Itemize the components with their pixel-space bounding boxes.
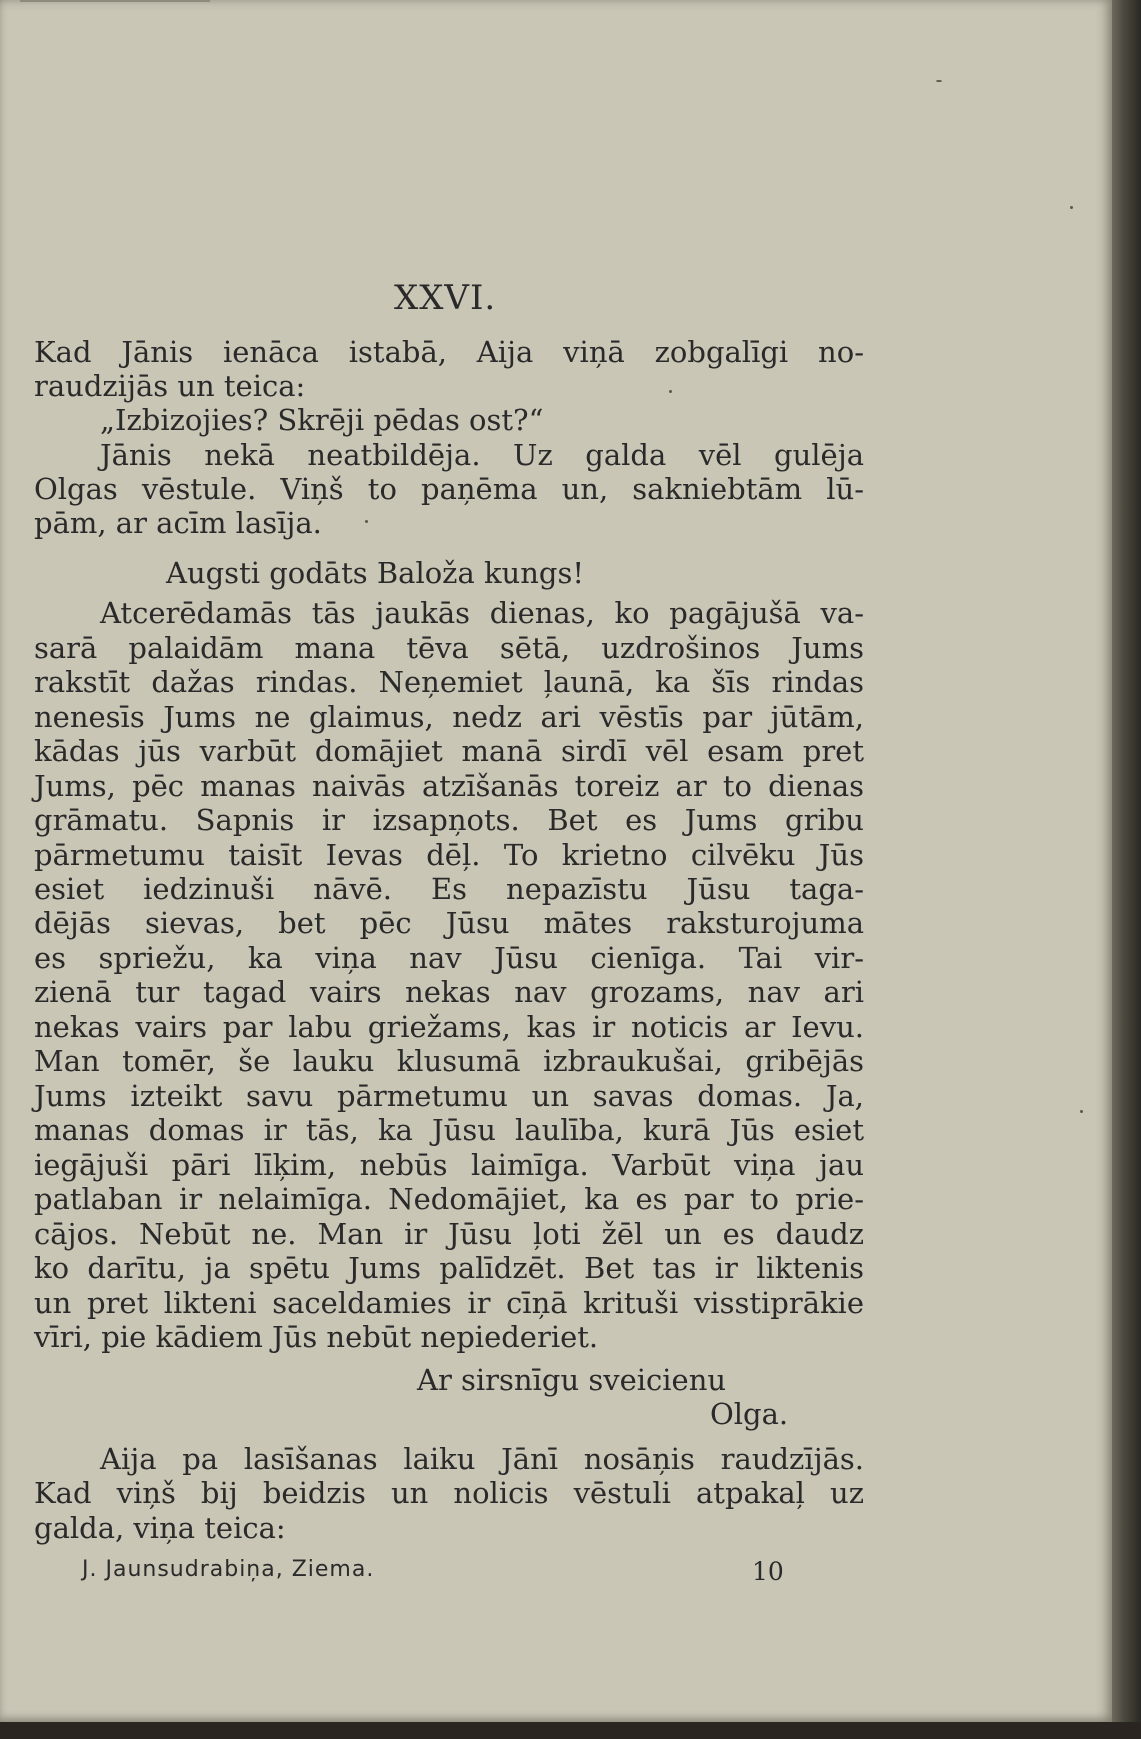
text-line: Olgas vēstule. Viņš to paņēma un, sakniebtām lū-: [34, 472, 864, 506]
paper-speck: [669, 390, 672, 393]
letter-line: pārmetumu taisīt Ievas dēļ. To krietno cilvēku Jūs: [34, 838, 864, 872]
text-line: Kad Jānis ienāca istabā, Aija viņā zobgalīgi no-: [34, 335, 864, 369]
letter-line: grāmatu. Sapnis ir izsapņots. Bet es Jums gribu: [34, 803, 864, 837]
paper-speck: [365, 520, 368, 523]
text-line: raudzijās un teica:: [34, 369, 306, 403]
paper-speck: [1070, 206, 1073, 209]
text-line: galda, viņa teica:: [34, 1511, 286, 1545]
letter-line: nekas vairs par labu griežams, kas ir noticis ar Ievu.: [34, 1010, 864, 1044]
letter-line: ko darītu, ja spētu Jums palīdzēt. Bet tas ir liktenis: [34, 1251, 864, 1285]
paper-speck: [1080, 1110, 1083, 1113]
text-line: pām, ar acīm lasīja.: [34, 506, 322, 540]
letter-line: esiet iedzinuši nāvē. Es nepazīstu Jūsu taga-: [34, 872, 864, 906]
text-line: Jānis nekā neatbildēja. Uz galda vēl gulēja: [100, 438, 864, 472]
footer-signature-mark: J. Jaunsudrabiņa, Ziema.: [82, 1557, 375, 1582]
text-line: Kad viņš bij beidzis un nolicis vēstuli atpakaļ uz: [34, 1476, 864, 1510]
letter-signature: Olga.: [710, 1397, 789, 1431]
letter-line: dējās sievas, bet pēc Jūsu mātes raksturojuma: [34, 906, 864, 940]
letter-line: zienā tur tagad vairs nekas nav grozams, nav ari: [34, 975, 864, 1009]
letter-line: es spriežu, ka viņa nav Jūsu cienīga. Tai vir-: [34, 941, 864, 975]
page-number: 10: [752, 1557, 784, 1586]
letter-line: Jums, pēc manas naivās atzīšanās toreiz ar to dienas: [34, 769, 864, 803]
letter-line: iegājuši pāri līķim, nebūs laimīga. Varbūt viņa jau: [34, 1148, 864, 1182]
book-bottom-edge: [0, 1722, 1141, 1739]
letter-greeting: Augsti godāts Baloža kungs!: [166, 556, 584, 590]
chapter-heading: XXVI.: [394, 278, 497, 318]
text-line: „Izbizojies? Skrēji pēdas ost?“: [100, 403, 544, 437]
text-line: Aija pa lasīšanas laiku Jānī nosāņis raudzījās.: [100, 1442, 864, 1476]
letter-line: rakstīt dažas rindas. Neņemiet ļaunā, ka šīs rindas: [34, 665, 864, 699]
letter-line: Jums izteikt savu pārmetumu un savas domas. Ja,: [34, 1079, 864, 1113]
top-rule: [20, 0, 210, 2]
letter-closing: Ar sirsnīgu sveicienu: [417, 1363, 727, 1397]
letter-line: manas domas ir tās, ka Jūsu laulība, kurā Jūs esiet: [34, 1113, 864, 1147]
letter-line: Atcerēdamās tās jaukās dienas, ko pagājušā va-: [100, 596, 864, 630]
paper-speck: [936, 80, 942, 82]
letter-line: vīri, pie kādiem Jūs nebūt nepiederiet.: [34, 1320, 599, 1354]
letter-line: patlaban ir nelaimīga. Nedomājiet, ka es par to prie-: [34, 1182, 864, 1216]
letter-line: cājos. Nebūt ne. Man ir Jūsu ļoti žēl un es daudz: [34, 1217, 864, 1251]
letter-line: nenesīs Jums ne glaimus, nedz ari vēstīs par jūtām,: [34, 700, 864, 734]
letter-line: kādas jūs varbūt domājiet manā sirdī vēl esam pret: [34, 734, 864, 768]
letter-line: sarā palaidām mana tēva sētā, uzdrošinos Jums: [34, 631, 864, 665]
letter-line: Man tomēr, še lauku klusumā izbraukušai, gribējās: [34, 1044, 864, 1078]
letter-line: un pret likteni saceldamies ir cīņā krituši visstiprākie: [34, 1286, 864, 1320]
book-spine-edge: [1112, 0, 1141, 1739]
